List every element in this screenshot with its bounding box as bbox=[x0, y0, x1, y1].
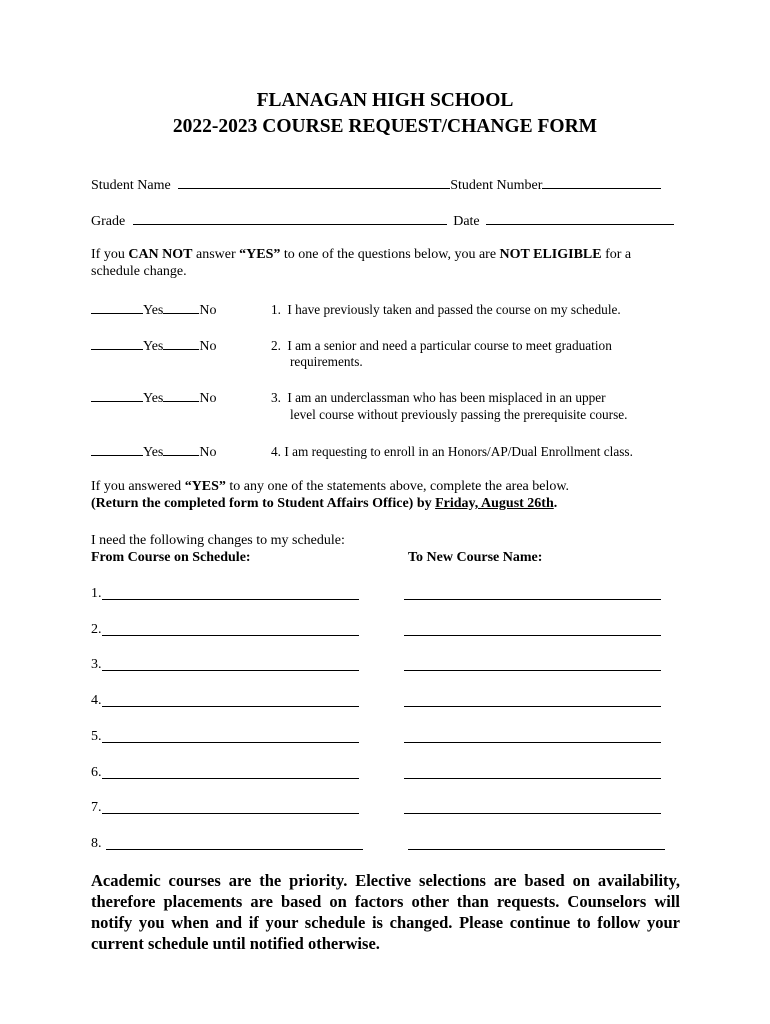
return-instruction bbox=[91, 496, 557, 512]
yes-label: Yes bbox=[143, 339, 164, 354]
from-course-field-6[interactable] bbox=[102, 778, 359, 779]
question-text: I have previously taken and passed the course on my schedule. bbox=[287, 302, 621, 317]
question-text: I am requesting to enroll in an Honors/AP/Dual Enrollment class. bbox=[284, 444, 633, 459]
question-text: I am a senior and need a particular course to meet graduation bbox=[287, 338, 612, 353]
instruction-text-2: to any one of the statements above, complete the area below. bbox=[225, 479, 570, 494]
from-course-field-5[interactable] bbox=[102, 742, 359, 743]
yes-checkbox[interactable] bbox=[91, 389, 143, 402]
grade-row bbox=[91, 211, 674, 230]
intro-text-4: for a bbox=[601, 247, 632, 262]
intro-text-1: If you bbox=[91, 247, 129, 262]
change-row-6 bbox=[91, 765, 102, 781]
question-number: 1. bbox=[271, 302, 281, 317]
question-4 bbox=[271, 444, 633, 460]
row-number: 4. bbox=[91, 693, 102, 708]
question-3 bbox=[271, 390, 606, 406]
no-checkbox[interactable] bbox=[163, 337, 199, 350]
student-name-row bbox=[91, 175, 661, 194]
to-course-field-7[interactable] bbox=[404, 813, 661, 814]
to-course-field-1[interactable] bbox=[404, 599, 661, 600]
to-course-field-4[interactable] bbox=[404, 706, 661, 707]
to-course-field-6[interactable] bbox=[404, 778, 661, 779]
grade-field[interactable] bbox=[133, 211, 447, 225]
no-label: No bbox=[199, 339, 217, 354]
row-number: 5. bbox=[91, 729, 102, 744]
row-number: 6. bbox=[91, 765, 102, 780]
question-number: 2. bbox=[271, 338, 281, 353]
student-name-field[interactable] bbox=[178, 175, 450, 189]
date-label: Date bbox=[453, 214, 480, 229]
intro-text-3: to one of the questions below, you are bbox=[280, 247, 500, 262]
question-2 bbox=[271, 338, 612, 354]
footer-note: Academic courses are the priority. Elective selections are based on availability, therefore placements are based on factors other than requests. Counselors will notify you when and if your schedule is changed. Please continue to follow your current schedule until notified otherwise. bbox=[91, 871, 680, 953]
to-course-field-5[interactable] bbox=[404, 742, 661, 743]
deadline: Friday, August 26th bbox=[435, 496, 554, 511]
school-name: FLANAGAN HIGH SCHOOL bbox=[256, 90, 514, 111]
from-course-field-2[interactable] bbox=[102, 635, 359, 636]
from-course-field-8[interactable] bbox=[106, 849, 363, 850]
question-number: 4. bbox=[271, 444, 281, 459]
row-number: 8. bbox=[91, 836, 102, 851]
to-course-header: To New Course Name: bbox=[408, 550, 543, 565]
change-row-3 bbox=[91, 657, 102, 673]
no-checkbox[interactable] bbox=[163, 389, 199, 402]
question-4-answer bbox=[91, 443, 217, 461]
to-course-field-2[interactable] bbox=[404, 635, 661, 636]
question-3-line2: level course without previously passing the prerequisite course. bbox=[290, 407, 628, 422]
change-row-5 bbox=[91, 729, 102, 745]
grade-label: Grade bbox=[91, 214, 126, 229]
question-1-answer bbox=[91, 301, 217, 319]
row-number: 1. bbox=[91, 586, 102, 601]
intro-cannot: CAN NOT bbox=[128, 247, 193, 262]
student-number-label: Student Number bbox=[450, 178, 543, 193]
no-label: No bbox=[199, 445, 217, 460]
form-title: 2022-2023 COURSE REQUEST/CHANGE FORM bbox=[172, 116, 598, 137]
instruction-yes: “YES” bbox=[184, 479, 226, 494]
changes-intro: I need the following changes to my schedule: bbox=[91, 533, 345, 548]
instruction-text-1: If you answered bbox=[91, 479, 185, 494]
intro-not-eligible: NOT ELIGIBLE bbox=[499, 247, 602, 262]
question-2-answer bbox=[91, 337, 217, 355]
question-3-answer bbox=[91, 389, 217, 407]
change-row-7 bbox=[91, 800, 102, 816]
change-row-8 bbox=[91, 836, 102, 852]
eligibility-intro bbox=[91, 247, 631, 263]
to-course-field-8[interactable] bbox=[408, 849, 665, 850]
from-course-field-7[interactable] bbox=[102, 813, 359, 814]
from-course-field-3[interactable] bbox=[102, 670, 359, 671]
no-checkbox[interactable] bbox=[163, 301, 199, 314]
eligibility-intro-line2: schedule change. bbox=[91, 264, 187, 279]
yes-label: Yes bbox=[143, 303, 164, 318]
change-row-1 bbox=[91, 586, 102, 602]
to-course-field-3[interactable] bbox=[404, 670, 661, 671]
row-number: 7. bbox=[91, 800, 102, 815]
question-number: 3. bbox=[271, 390, 281, 405]
question-text: I am an underclassman who has been misplaced in an upper bbox=[287, 390, 606, 405]
yes-checkbox[interactable] bbox=[91, 337, 143, 350]
student-name-label: Student Name bbox=[91, 178, 171, 193]
date-field[interactable] bbox=[486, 211, 674, 225]
yes-checkbox[interactable] bbox=[91, 443, 143, 456]
row-number: 2. bbox=[91, 622, 102, 637]
row-number: 3. bbox=[91, 657, 102, 672]
no-checkbox[interactable] bbox=[163, 443, 199, 456]
from-course-header: From Course on Schedule: bbox=[91, 550, 251, 565]
change-row-4 bbox=[91, 693, 102, 709]
intro-yes: “YES” bbox=[239, 247, 281, 262]
no-label: No bbox=[199, 391, 217, 406]
yes-label: Yes bbox=[143, 391, 164, 406]
yes-checkbox[interactable] bbox=[91, 301, 143, 314]
question-1 bbox=[271, 302, 621, 318]
from-course-field-1[interactable] bbox=[102, 599, 359, 600]
return-text: (Return the completed form to Student Affairs Office) by bbox=[91, 496, 436, 511]
answered-yes-instruction bbox=[91, 479, 569, 495]
period: . bbox=[553, 496, 558, 511]
question-2-line2: requirements. bbox=[290, 354, 363, 369]
student-number-field[interactable] bbox=[542, 175, 661, 189]
no-label: No bbox=[199, 303, 217, 318]
intro-text-2: answer bbox=[192, 247, 240, 262]
change-row-2 bbox=[91, 622, 102, 638]
yes-label: Yes bbox=[143, 445, 164, 460]
from-course-field-4[interactable] bbox=[102, 706, 359, 707]
